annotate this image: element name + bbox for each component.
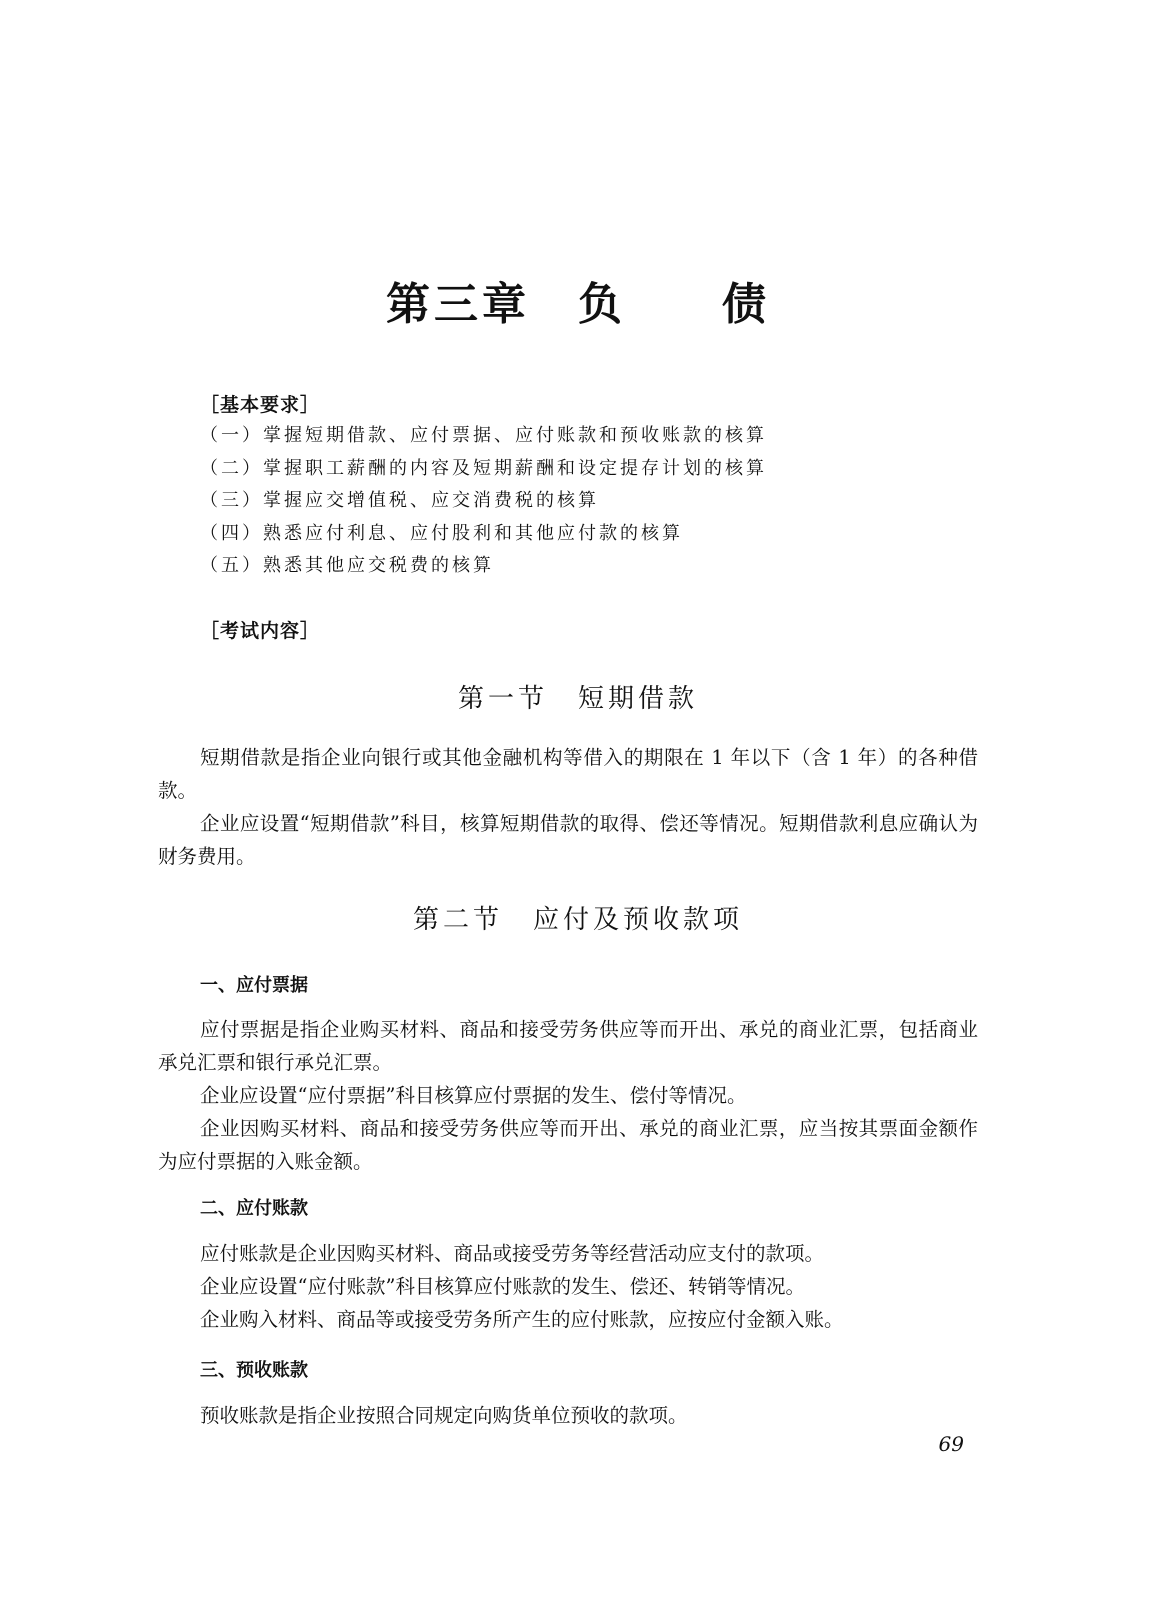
accounts-payable-paragraph: 企业应设置“应付账款”科目核算应付账款的发生、偿还、转销等情况。 [200, 1275, 805, 1298]
advances-received-paragraph: 预收账款是指企业按照合同规定向购货单位预收的款项。 [200, 1404, 688, 1427]
requirement-item: （五）熟悉其他应交税费的核算 [200, 555, 494, 576]
notes-payable-paragraph: 企业因购买材料、商品和接受劳务供应等而开出、承兑的商业汇票，应当按其票面金额作为应付票据的入账金额。 [158, 1117, 978, 1173]
section-1-paragraph: 短期借款是指企业向银行或其他金融机构等借入的期限在 1 年以下（含 1 年）的各种借款。 [158, 746, 978, 802]
advances-received-heading: 三、预收账款 [200, 1360, 308, 1381]
accounts-payable-heading: 二、应付账款 [200, 1198, 308, 1219]
accounts-payable-paragraph: 应付账款是企业因购买材料、商品或接受劳务等经营活动应支付的款项。 [200, 1242, 825, 1265]
section-2-title: 第二节 应付及预收款项 [412, 905, 743, 935]
basic-requirements-list [200, 420, 767, 583]
exam-content-heading: ［考试内容］ [200, 620, 321, 642]
notes-payable-paragraph: 企业应设置“应付票据”科目核算应付票据的发生、偿付等情况。 [200, 1084, 747, 1107]
requirement-item: （一）掌握短期借款、应付票据、应付账款和预收账款的核算 [200, 425, 767, 446]
requirement-item: （四）熟悉应付利息、应付股利和其他应付款的核算 [200, 522, 683, 544]
basic-requirements-heading: ［基本要求］ [200, 394, 321, 416]
page-number: 69 [938, 1432, 964, 1456]
section-1-title: 第一节 短期借款 [457, 684, 698, 714]
chapter-title: 第三章 负 债 [386, 279, 770, 330]
notes-payable-paragraph: 应付票据是指企业购买材料、商品和接受劳务供应等而开出、承兑的商业汇票，包括商业承兑汇票和银行承兑汇票。 [158, 1018, 978, 1074]
requirement-item: （三）掌握应交增值税、应交消费税的核算 [200, 490, 599, 511]
requirement-item: （二）掌握职工薪酬的内容及短期薪酬和设定提存计划的核算 [200, 457, 767, 479]
section-1-paragraph: 企业应设置“短期借款”科目，核算短期借款的取得、偿还等情况。短期借款利息应确认为财务费用。 [158, 812, 978, 868]
notes-payable-heading: 一、应付票据 [200, 975, 308, 996]
accounts-payable-paragraph: 企业购入材料、商品等或接受劳务所产生的应付账款，应按应付金额入账。 [200, 1308, 844, 1331]
